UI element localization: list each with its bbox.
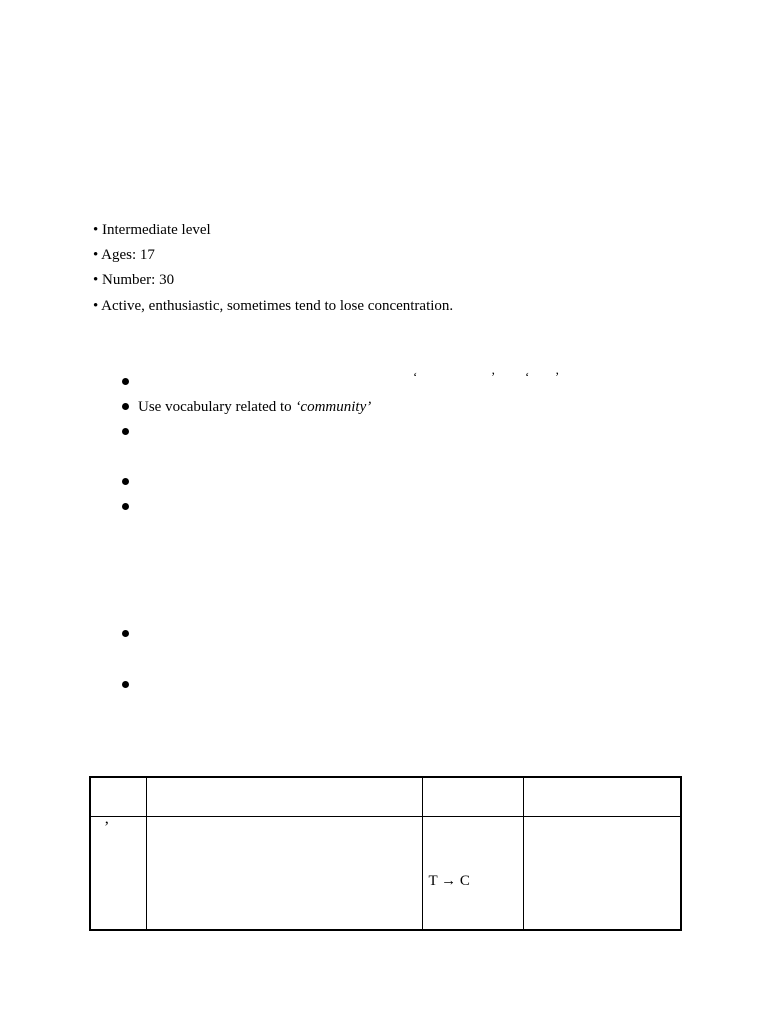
bullet-icon <box>122 478 129 485</box>
learner-traits: • Active, enthusiastic, sometimes tend to lose concentration. <box>93 298 454 314</box>
lesson-plan-table <box>89 776 682 931</box>
bullet-icon <box>122 681 129 688</box>
table-row <box>90 817 681 931</box>
bullet-icon <box>122 503 129 510</box>
table-header-cell <box>422 777 523 817</box>
objective-vocabulary-text: Use vocabulary related to <box>138 399 296 415</box>
stray-open-quote: ‘ <box>413 369 418 384</box>
bullet-icon <box>122 428 129 435</box>
learner-number: • Number: 30 <box>93 272 175 288</box>
learner-ages: • Ages: 17 <box>93 247 155 263</box>
stray-close-quote: ’ <box>491 369 496 384</box>
bullet-icon <box>122 403 129 410</box>
table-header-cell <box>90 777 146 817</box>
stage-mark: ’ <box>104 819 110 836</box>
table-cell-notes <box>523 817 681 931</box>
table-header-cell <box>523 777 681 817</box>
learner-level: • Intermediate level <box>93 222 211 238</box>
interaction-pattern: T → C <box>428 873 470 889</box>
objective-vocabulary-term: ‘community’ <box>295 399 372 415</box>
table-cell-interaction <box>422 817 523 931</box>
table-cell-procedure <box>146 817 422 931</box>
stray-open-quote: ‘ <box>525 369 530 384</box>
objective-vocabulary <box>138 398 371 416</box>
stray-close-quote: ’ <box>555 369 560 384</box>
table-header-cell <box>146 777 422 817</box>
bullet-icon <box>122 630 129 637</box>
table-header-row <box>90 777 681 817</box>
bullet-icon <box>122 378 129 385</box>
table-cell-stage <box>90 817 146 931</box>
